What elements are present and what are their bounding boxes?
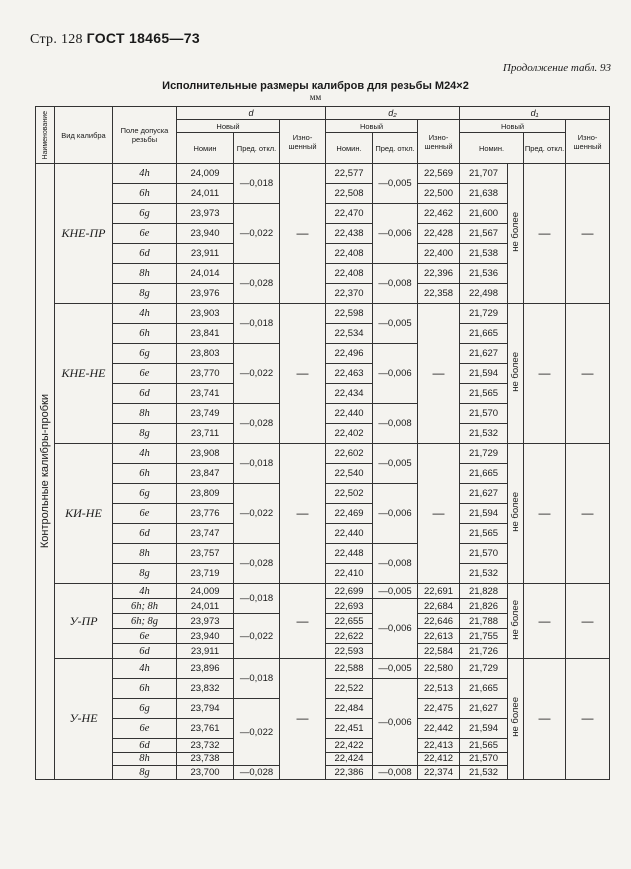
tolerance-field: 6d bbox=[113, 244, 177, 264]
d2-nominal: 22,508 bbox=[326, 184, 373, 204]
d2-worn: 22,475 bbox=[418, 699, 460, 719]
table-title: Исполнительные размеры калибров для резьбы М24×2 bbox=[162, 80, 469, 92]
d2-deviation: —0,005 bbox=[373, 164, 418, 204]
d1-worn-dash: — bbox=[566, 304, 610, 444]
header-d2-dev: Пред. откл. bbox=[373, 133, 418, 164]
d1-deviation-dash: — bbox=[524, 584, 566, 659]
d2-deviation: —0,005 bbox=[373, 659, 418, 679]
d2-worn: 22,513 bbox=[418, 679, 460, 699]
d-deviation: —0,018 bbox=[234, 659, 280, 699]
page-number: Стр. 128 bbox=[30, 32, 83, 47]
d2-nominal: 22,602 bbox=[326, 444, 373, 464]
d1-nominal: 21,565 bbox=[460, 524, 508, 544]
tolerance-field: 6e bbox=[113, 629, 177, 644]
d1-nominal: 21,828 bbox=[460, 584, 508, 599]
d2-nominal: 22,496 bbox=[326, 344, 373, 364]
d2-deviation: —0,008 bbox=[373, 404, 418, 444]
header-d2-new: Новый bbox=[326, 120, 418, 133]
d-nominal: 23,903 bbox=[177, 304, 234, 324]
gauge-kind: У-НЕ bbox=[55, 659, 113, 780]
d1-nominal: 21,707 bbox=[460, 164, 508, 184]
d1-worn-dash: — bbox=[566, 584, 610, 659]
d1-nominal: 21,665 bbox=[460, 324, 508, 344]
d1-nominal: 21,600 bbox=[460, 204, 508, 224]
d1-nominal: 21,538 bbox=[460, 244, 508, 264]
header-d2-worn: Изно-шенный bbox=[418, 120, 460, 164]
d-worn-dash: — bbox=[280, 304, 326, 444]
d-nominal: 23,770 bbox=[177, 364, 234, 384]
d-nominal: 24,009 bbox=[177, 584, 234, 599]
tolerance-field: 6d bbox=[113, 384, 177, 404]
d-nominal: 23,741 bbox=[177, 384, 234, 404]
d-nominal: 23,940 bbox=[177, 224, 234, 244]
d-nominal: 23,973 bbox=[177, 204, 234, 224]
tolerance-field: 6h bbox=[113, 679, 177, 699]
d2-worn: 22,500 bbox=[418, 184, 460, 204]
gauge-kind: КИ-НЕ bbox=[55, 444, 113, 584]
d2-worn: 22,462 bbox=[418, 204, 460, 224]
d2-nominal: 22,622 bbox=[326, 629, 373, 644]
d2-worn-dash: — bbox=[418, 444, 460, 584]
tolerance-field: 6d bbox=[113, 524, 177, 544]
d-nominal: 23,841 bbox=[177, 324, 234, 344]
d2-worn: 22,396 bbox=[418, 264, 460, 284]
group-label: Контрольные калибры-пробки bbox=[38, 394, 51, 549]
table-row bbox=[36, 584, 610, 599]
d2-worn: 22,412 bbox=[418, 752, 460, 766]
tolerance-field: 6h; 8g bbox=[113, 614, 177, 629]
d1-nominal: 22,498 bbox=[460, 284, 508, 304]
d2-nominal: 22,386 bbox=[326, 766, 373, 780]
tolerance-field: 6h bbox=[113, 324, 177, 344]
table-row bbox=[36, 659, 610, 679]
d2-nominal: 22,410 bbox=[326, 564, 373, 584]
not-more-text: не более bbox=[510, 599, 522, 640]
header-d1-nominal: Номин. bbox=[460, 133, 524, 164]
d2-worn: 22,580 bbox=[418, 659, 460, 679]
tolerance-field: 8h bbox=[113, 752, 177, 766]
d1-nominal: 21,594 bbox=[460, 364, 508, 384]
header-d: d bbox=[177, 107, 326, 120]
d-deviation: —0,028 bbox=[234, 264, 280, 304]
d-nominal: 23,719 bbox=[177, 564, 234, 584]
d2-deviation: —0,006 bbox=[373, 204, 418, 264]
d2-nominal: 22,522 bbox=[326, 679, 373, 699]
gauge-kind: КНЕ-НЕ bbox=[55, 304, 113, 444]
d-worn-dash: — bbox=[280, 164, 326, 304]
d2-nominal: 22,484 bbox=[326, 699, 373, 719]
gauge-kind: У-ПР bbox=[55, 584, 113, 659]
tolerance-field: 8h bbox=[113, 264, 177, 284]
not-more-note bbox=[508, 659, 524, 780]
d1-worn-dash: — bbox=[566, 444, 610, 584]
d2-worn: 22,691 bbox=[418, 584, 460, 599]
d2-nominal: 22,402 bbox=[326, 424, 373, 444]
d1-nominal: 21,594 bbox=[460, 719, 508, 739]
tolerance-field: 6e bbox=[113, 224, 177, 244]
d1-nominal: 21,532 bbox=[460, 424, 508, 444]
d-deviation: —0,022 bbox=[234, 699, 280, 766]
tolerance-field: 4h bbox=[113, 584, 177, 599]
d-nominal: 23,908 bbox=[177, 444, 234, 464]
d2-nominal: 22,370 bbox=[326, 284, 373, 304]
d1-nominal: 21,638 bbox=[460, 184, 508, 204]
header-d1: d₁ bbox=[460, 107, 610, 120]
d1-nominal: 21,594 bbox=[460, 504, 508, 524]
not-more-text: не более bbox=[510, 697, 522, 738]
d1-nominal: 21,665 bbox=[460, 464, 508, 484]
d2-nominal: 22,655 bbox=[326, 614, 373, 629]
d-nominal: 24,011 bbox=[177, 599, 234, 614]
d1-nominal: 21,729 bbox=[460, 444, 508, 464]
standard-number: ГОСТ 18465—73 bbox=[86, 30, 200, 46]
d2-deviation: —0,005 bbox=[373, 304, 418, 344]
d2-nominal: 22,424 bbox=[326, 752, 373, 766]
tolerance-field: 6e bbox=[113, 364, 177, 384]
d2-nominal: 22,469 bbox=[326, 504, 373, 524]
d2-nominal: 22,534 bbox=[326, 324, 373, 344]
header-d2-nominal: Номин. bbox=[326, 133, 373, 164]
d-worn-dash: — bbox=[280, 659, 326, 780]
d2-worn: 22,374 bbox=[418, 766, 460, 780]
d1-nominal: 21,788 bbox=[460, 614, 508, 629]
d2-nominal: 22,408 bbox=[326, 244, 373, 264]
tolerance-field: 6g bbox=[113, 204, 177, 224]
header-name: Наименование bbox=[36, 107, 55, 164]
header-d-worn: Изно-шенный bbox=[280, 120, 326, 164]
d-worn-dash: — bbox=[280, 444, 326, 584]
not-more-text: не более bbox=[510, 492, 522, 532]
d-nominal: 23,976 bbox=[177, 284, 234, 304]
d-deviation: —0,022 bbox=[234, 484, 280, 544]
d-deviation: —0,018 bbox=[234, 304, 280, 344]
d-nominal: 24,011 bbox=[177, 184, 234, 204]
d2-worn: 22,584 bbox=[418, 644, 460, 659]
tolerance-field: 4h bbox=[113, 164, 177, 184]
tolerance-field: 8g bbox=[113, 424, 177, 444]
table-row bbox=[36, 304, 610, 324]
tolerance-field: 6g bbox=[113, 484, 177, 504]
tolerance-field: 8h bbox=[113, 404, 177, 424]
d-deviation: —0,018 bbox=[234, 444, 280, 484]
d2-worn: 22,400 bbox=[418, 244, 460, 264]
d1-nominal: 21,565 bbox=[460, 739, 508, 753]
d-nominal: 23,896 bbox=[177, 659, 234, 679]
d-nominal: 23,794 bbox=[177, 699, 234, 719]
d1-deviation-dash: — bbox=[524, 164, 566, 304]
d-deviation: —0,028 bbox=[234, 404, 280, 444]
d-deviation: —0,022 bbox=[234, 344, 280, 404]
d1-nominal: 21,627 bbox=[460, 344, 508, 364]
d-nominal: 23,776 bbox=[177, 504, 234, 524]
d2-nominal: 22,598 bbox=[326, 304, 373, 324]
d-nominal: 23,757 bbox=[177, 544, 234, 564]
d2-worn: 22,413 bbox=[418, 739, 460, 753]
header-d1-new: Новый bbox=[460, 120, 566, 133]
not-more-note bbox=[508, 584, 524, 659]
group-label-cell bbox=[36, 164, 55, 780]
d2-worn: 22,569 bbox=[418, 164, 460, 184]
header-d1-worn: Изно-шенный bbox=[566, 120, 610, 164]
tolerance-field: 4h bbox=[113, 444, 177, 464]
d1-nominal: 21,565 bbox=[460, 384, 508, 404]
d-nominal: 23,732 bbox=[177, 739, 234, 753]
d2-worn: 22,613 bbox=[418, 629, 460, 644]
d2-deviation: —0,006 bbox=[373, 484, 418, 544]
d-deviation: —0,022 bbox=[234, 204, 280, 264]
d1-nominal: 21,532 bbox=[460, 766, 508, 780]
d2-worn: 22,358 bbox=[418, 284, 460, 304]
d2-deviation: —0,008 bbox=[373, 264, 418, 304]
d-nominal: 23,749 bbox=[177, 404, 234, 424]
header-d-new: Новый bbox=[177, 120, 280, 133]
d1-worn-dash: — bbox=[566, 659, 610, 780]
d2-nominal: 22,438 bbox=[326, 224, 373, 244]
d1-nominal: 21,665 bbox=[460, 679, 508, 699]
not-more-text: не более bbox=[510, 212, 522, 252]
d1-nominal: 21,729 bbox=[460, 304, 508, 324]
d1-deviation-dash: — bbox=[524, 304, 566, 444]
d1-nominal: 21,570 bbox=[460, 752, 508, 766]
d1-nominal: 21,532 bbox=[460, 564, 508, 584]
d2-nominal: 22,440 bbox=[326, 524, 373, 544]
d2-nominal: 22,502 bbox=[326, 484, 373, 504]
tolerance-field: 8g bbox=[113, 284, 177, 304]
d-deviation: —0,018 bbox=[234, 164, 280, 204]
d2-nominal: 22,440 bbox=[326, 404, 373, 424]
d2-nominal: 22,577 bbox=[326, 164, 373, 184]
d-nominal: 23,973 bbox=[177, 614, 234, 629]
d-nominal: 23,911 bbox=[177, 644, 234, 659]
d2-worn: 22,442 bbox=[418, 719, 460, 739]
d2-nominal: 22,463 bbox=[326, 364, 373, 384]
d-deviation: —0,028 bbox=[234, 544, 280, 584]
d1-nominal: 21,570 bbox=[460, 544, 508, 564]
d2-nominal: 22,408 bbox=[326, 264, 373, 284]
d2-nominal: 22,451 bbox=[326, 719, 373, 739]
tolerance-field: 6e bbox=[113, 719, 177, 739]
d2-nominal: 22,693 bbox=[326, 599, 373, 614]
header-d2: d₂ bbox=[326, 107, 460, 120]
tolerance-field: 4h bbox=[113, 304, 177, 324]
tolerance-field: 6h bbox=[113, 184, 177, 204]
gauge-dimensions-table bbox=[35, 106, 610, 780]
tolerance-field: 6g bbox=[113, 699, 177, 719]
d-nominal: 23,809 bbox=[177, 484, 234, 504]
d2-nominal: 22,448 bbox=[326, 544, 373, 564]
d2-deviation: —0,005 bbox=[373, 444, 418, 484]
tolerance-field: 6g bbox=[113, 344, 177, 364]
d2-nominal: 22,593 bbox=[326, 644, 373, 659]
d1-nominal: 21,729 bbox=[460, 659, 508, 679]
not-more-note bbox=[508, 304, 524, 444]
header-d-nominal: Номин bbox=[177, 133, 234, 164]
d2-nominal: 22,434 bbox=[326, 384, 373, 404]
d2-deviation: —0,008 bbox=[373, 544, 418, 584]
d2-worn: 22,428 bbox=[418, 224, 460, 244]
d-nominal: 23,711 bbox=[177, 424, 234, 444]
tolerance-field: 6d bbox=[113, 739, 177, 753]
not-more-note bbox=[508, 444, 524, 584]
unit-label: мм bbox=[309, 92, 322, 102]
tolerance-field: 8g bbox=[113, 564, 177, 584]
d-nominal: 23,803 bbox=[177, 344, 234, 364]
page-header bbox=[30, 30, 200, 48]
table-body bbox=[36, 164, 610, 780]
table-row bbox=[36, 164, 610, 184]
d-nominal: 23,940 bbox=[177, 629, 234, 644]
d2-nominal: 22,699 bbox=[326, 584, 373, 599]
header-kind: Вид калибра bbox=[55, 107, 113, 164]
d1-nominal: 21,627 bbox=[460, 699, 508, 719]
d-nominal: 23,761 bbox=[177, 719, 234, 739]
d-worn-dash: — bbox=[280, 584, 326, 659]
d2-nominal: 22,540 bbox=[326, 464, 373, 484]
d2-deviation: —0,008 bbox=[373, 766, 418, 780]
d2-deviation: —0,006 bbox=[373, 599, 418, 659]
d-nominal: 24,014 bbox=[177, 264, 234, 284]
table-row bbox=[36, 444, 610, 464]
header-d-dev: Пред. откл. bbox=[234, 133, 280, 164]
tolerance-field: 8h bbox=[113, 544, 177, 564]
d-nominal: 23,911 bbox=[177, 244, 234, 264]
gauge-kind: КНЕ-ПР bbox=[55, 164, 113, 304]
d2-deviation: —0,005 bbox=[373, 584, 418, 599]
d2-nominal: 22,588 bbox=[326, 659, 373, 679]
tolerance-field: 6h bbox=[113, 464, 177, 484]
d2-worn: 22,684 bbox=[418, 599, 460, 614]
tolerance-field: 6e bbox=[113, 504, 177, 524]
d2-worn: 22,646 bbox=[418, 614, 460, 629]
d1-nominal: 21,826 bbox=[460, 599, 508, 614]
d1-nominal: 21,755 bbox=[460, 629, 508, 644]
d-nominal: 23,832 bbox=[177, 679, 234, 699]
d2-deviation: —0,006 bbox=[373, 679, 418, 766]
d1-nominal: 21,570 bbox=[460, 404, 508, 424]
d-deviation: —0,022 bbox=[234, 614, 280, 659]
header-d1-dev: Пред. откл. bbox=[524, 133, 566, 164]
tolerance-field: 6d bbox=[113, 644, 177, 659]
d1-worn-dash: — bbox=[566, 164, 610, 304]
d2-deviation: —0,006 bbox=[373, 344, 418, 404]
d-nominal: 23,847 bbox=[177, 464, 234, 484]
d1-deviation-dash: — bbox=[524, 659, 566, 780]
d2-nominal: 22,470 bbox=[326, 204, 373, 224]
d1-nominal: 21,567 bbox=[460, 224, 508, 244]
d-nominal: 23,738 bbox=[177, 752, 234, 766]
continuation-note: Продолжение табл. 93 bbox=[502, 62, 611, 74]
tolerance-field: 4h bbox=[113, 659, 177, 679]
not-more-note bbox=[508, 164, 524, 304]
d-deviation: —0,028 bbox=[234, 766, 280, 780]
d1-deviation-dash: — bbox=[524, 444, 566, 584]
d2-worn-dash: — bbox=[418, 304, 460, 444]
tolerance-field: 6h; 8h bbox=[113, 599, 177, 614]
d-deviation: —0,018 bbox=[234, 584, 280, 614]
d-nominal: 23,700 bbox=[177, 766, 234, 780]
d1-nominal: 21,726 bbox=[460, 644, 508, 659]
not-more-text: не более bbox=[510, 352, 522, 392]
d1-nominal: 21,536 bbox=[460, 264, 508, 284]
d-nominal: 23,747 bbox=[177, 524, 234, 544]
header-field: Поле допуска резьбы bbox=[113, 107, 177, 164]
d1-nominal: 21,627 bbox=[460, 484, 508, 504]
d-nominal: 24,009 bbox=[177, 164, 234, 184]
tolerance-field: 8g bbox=[113, 766, 177, 780]
d2-nominal: 22,422 bbox=[326, 739, 373, 753]
